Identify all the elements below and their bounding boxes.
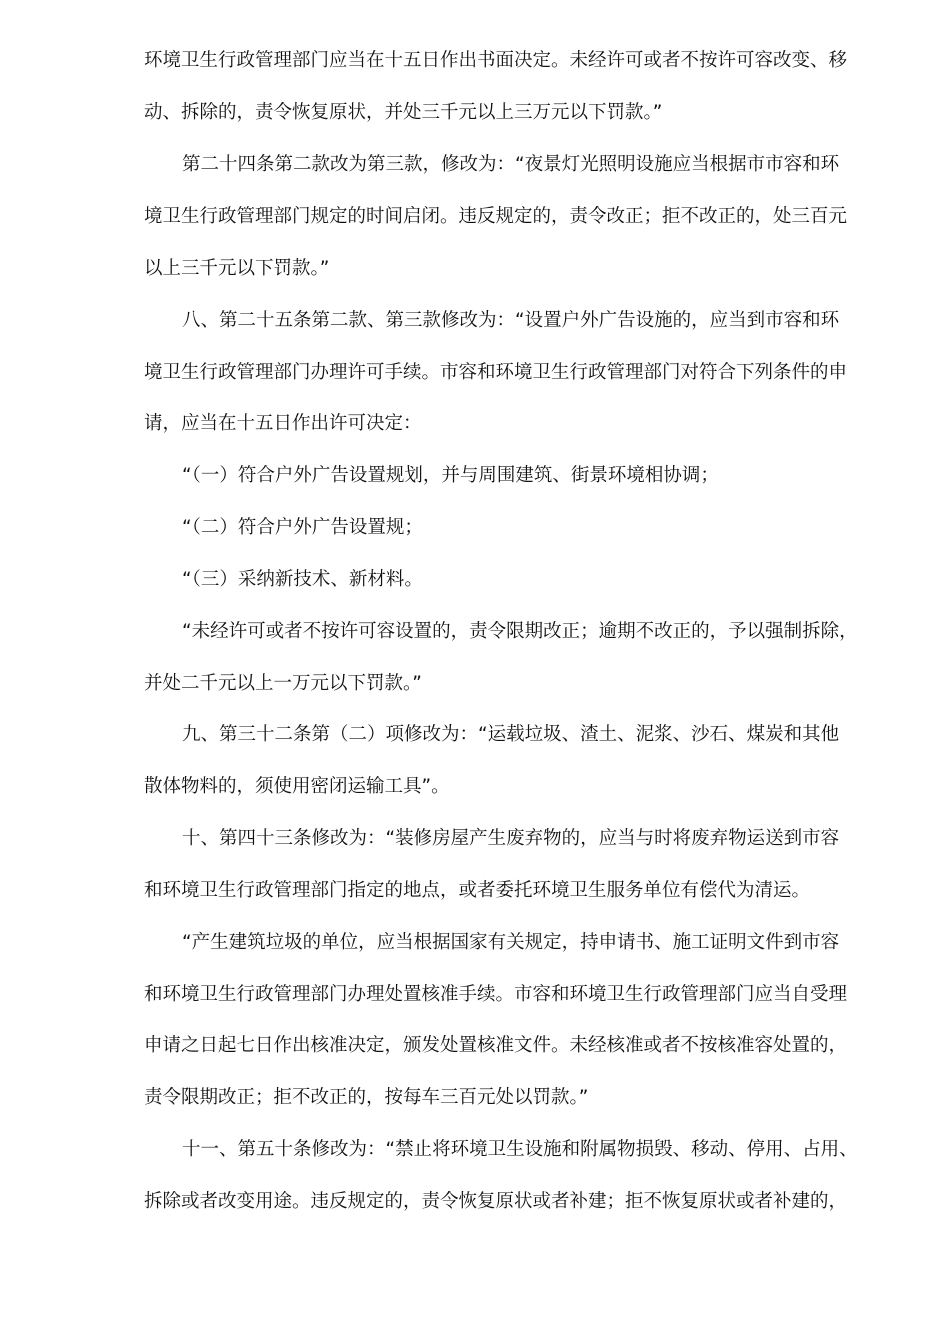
paragraph-first-line: 第二十四条第二款改为第三款，修改为：“夜景灯光照明设施应当根据市市容和环: [182, 154, 840, 175]
text-line: 动、拆除的，责令恢复原状，并处三千元以上三万元以下罚款。”: [144, 102, 663, 123]
text-line: 环境卫生行政管理部门应当在十五日作出书面决定。未经许可或者不按许可容改变、移: [144, 50, 848, 71]
list-item: “（三）采纳新技术、新材料。: [182, 569, 423, 590]
text-line: 境卫生行政管理部门办理许可手续。市容和环境卫生行政管理部门对符合下列条件的申: [144, 362, 848, 383]
text-line: 责令限期改正；拒不改正的，按每车三百元处以罚款。”: [144, 1087, 589, 1108]
text-line: 以上三千元以下罚款。”: [144, 258, 330, 279]
paragraph-first-line: 十一、第五十条修改为：“禁止将环境卫生设施和附属物损毁、移动、停用、占用、: [182, 1139, 858, 1160]
paragraph-first-line: 九、第三十二条第（二）项修改为：“运载垃圾、渣土、泥浆、沙石、煤炭和其他: [182, 724, 840, 745]
list-item: “（一）符合户外广告设置规划，并与周围建筑、街景环境相协调；: [182, 465, 719, 486]
paragraph-first-line: “未经许可或者不按许可容设置的，责令限期改正；逾期不改正的，予以强制拆除，: [182, 621, 858, 642]
text-line: 和环境卫生行政管理部门办理处置核准手续。市容和环境卫生行政管理部门应当自受理: [144, 984, 848, 1005]
list-item: “（二）符合户外广告设置规；: [182, 517, 423, 538]
paragraph-first-line: “产生建筑垃圾的单位，应当根据国家有关规定，持申请书、施工证明文件到市容: [182, 932, 840, 953]
paragraph-first-line: 十、第四十三条修改为：“装修房屋产生废弃物的，应当与时将废弃物运送到市容: [182, 828, 840, 849]
text-line: 请，应当在十五日作出许可决定：: [144, 413, 422, 434]
paragraph-first-line: 八、第二十五条第二款、第三款修改为：“设置户外广告设施的，应当到市容和环: [182, 310, 840, 331]
text-line: 和环境卫生行政管理部门指定的地点，或者委托环境卫生服务单位有偿代为清运。: [144, 880, 811, 901]
text-line: 拆除或者改变用途。违反规定的，责令恢复原状或者补建；拒不恢复原状或者补建的，: [144, 1191, 848, 1212]
text-line: 申请之日起七日作出核准决定，颁发处置核准文件。未经核准或者不按核准容处置的，: [144, 1035, 848, 1056]
text-line: 并处二千元以上一万元以下罚款。”: [144, 673, 422, 694]
text-line: 散体物料的，须使用密闭运输工具”。: [144, 776, 450, 797]
text-line: 境卫生行政管理部门规定的时间启闭。违反规定的，责令改正；拒不改正的，处三百元: [144, 206, 848, 227]
